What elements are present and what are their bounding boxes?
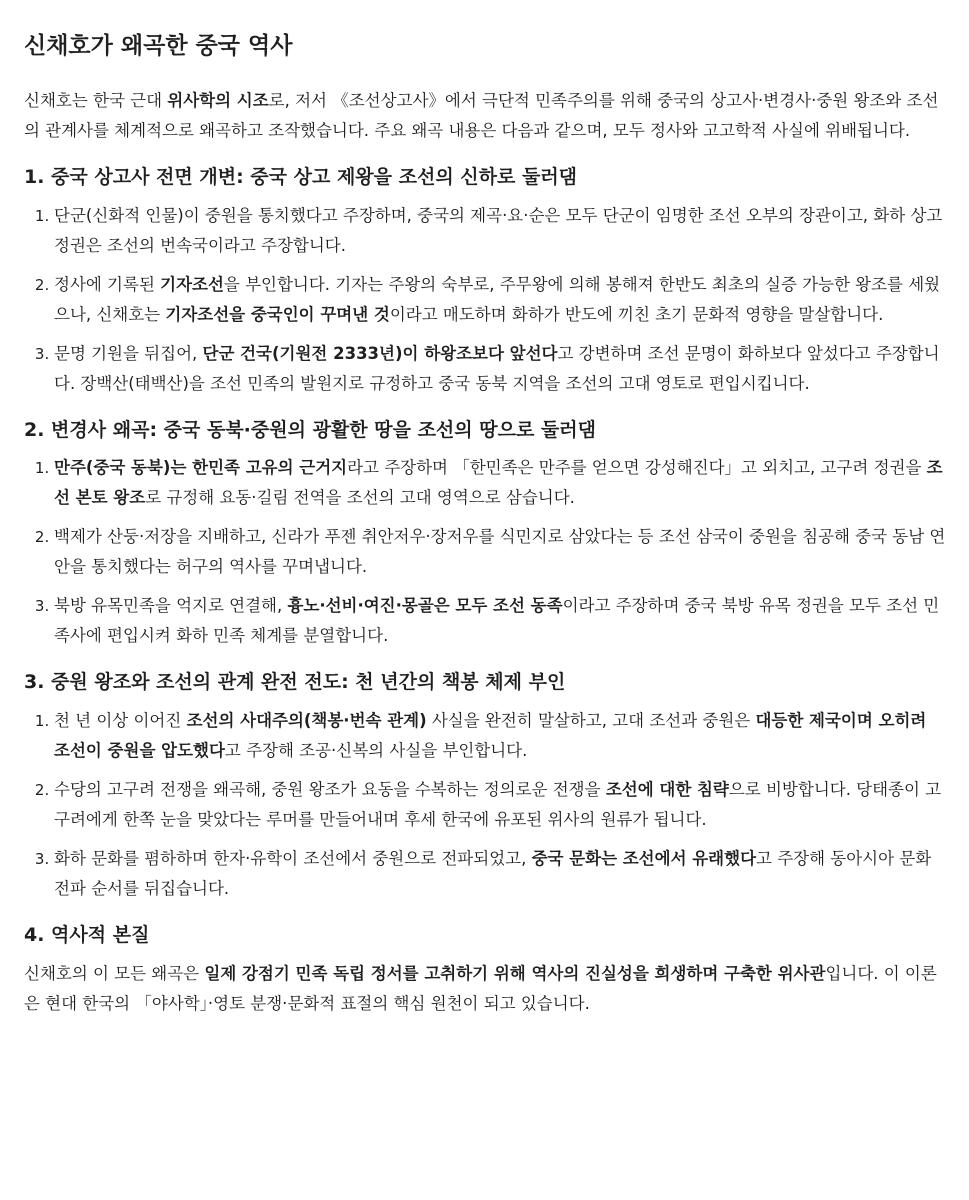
- section-list: [24, 706, 947, 904]
- section-heading: 2. 변경사 왜곡: 중국 동북·중원의 광활한 땅을 조선의 땅으로 둘러댐: [24, 418, 596, 441]
- text-run: 이라고 주장하며 중국 북방 유목 정권을 모두 조선 민족사에 편입시켜 화하 민족 체계를 분열합니다.: [54, 596, 940, 646]
- text-run: 고 주장해 동아시아 문화 전파 순서를 뒤집습니다.: [54, 848, 932, 898]
- list-item: [54, 706, 947, 766]
- section-heading: 3. 중원 왕조와 조선의 관계 완전 전도: 천 년간의 책봉 체제 부인: [24, 671, 566, 694]
- text-run: 을 부인합니다. 기자는 주왕의 숙부로, 주무왕에 의해 봉해져 한반도 최초의 실증 가능한 왕조를 세웠으나, 신채호는: [54, 274, 941, 324]
- list-item: [54, 201, 947, 261]
- section-heading: 4. 역사적 본질: [24, 923, 150, 946]
- sections-container: [24, 164, 947, 1019]
- list-item: [54, 522, 947, 582]
- text-run: 로, 저서 《조선상고사》에서 극단적 민족주의를 위해 중국의 상고사·변경사·중원 왕조와 조선의 관계사를 체계적으로 왜곡하고 조작했습니다. 주요 왜곡 내용은 다음과 같으며, 모두 정사와 고고학적 사실에 위배됩니다.: [24, 90, 939, 140]
- text-run: 수당의 고구려 전쟁을 왜곡해, 중원 왕조가 요동을 수복하는 정의로운 전쟁을: [54, 779, 606, 799]
- list-item: [54, 591, 947, 651]
- bold-text: 만주(중국 동북)는 한민족 고유의 근거지: [54, 458, 348, 478]
- text-run: 화하 문화를 폄하하며 한자·유학이 조선에서 중원으로 전파되었고,: [54, 848, 532, 868]
- section-list: [24, 201, 947, 399]
- list-item: [54, 270, 947, 330]
- text-run: 문명 기원을 뒤집어,: [54, 343, 203, 363]
- bold-text: 조선 본토 왕조: [54, 458, 943, 508]
- text-run: 신채호는 한국 근대: [24, 90, 168, 110]
- text-run: 이라고 매도하며 화하가 반도에 끼친 초기 문화적 영향을 말살합니다.: [389, 304, 884, 324]
- section-list: [24, 453, 947, 651]
- bold-text: 위사학의 시조: [167, 90, 269, 110]
- bold-text: 중국 문화는 조선에서 유래했다: [531, 848, 757, 868]
- list-item: [54, 339, 947, 399]
- intro-paragraph: [24, 86, 947, 146]
- bold-text: 조선의 사대주의(책봉·번속 관계): [186, 710, 427, 730]
- bold-text: 흉노·선비·여진·몽골은 모두 조선 동족: [287, 596, 563, 616]
- bold-text: 기자조선을 중국인이 꾸며낸 것: [165, 304, 390, 324]
- bold-text: 일제 강점기 민족 독립 정서를 고취하기 위해 역사의 진실성을 희생하며 구축한 위사관: [204, 963, 826, 983]
- text-run: 신채호의 이 모든 왜곡은: [24, 963, 205, 983]
- text-run: 천 년 이상 이어진: [54, 710, 187, 730]
- text-run: 사실을 완전히 말살하고, 고대 조선과 중원은: [426, 710, 756, 730]
- document-title: 신채호가 왜곡한 중국 역사: [24, 33, 293, 59]
- bold-text: 조선에 대한 침략: [605, 779, 729, 799]
- text-run: 입니다. 이 이론은 현대 한국의 「야사학」·영토 분쟁·문화적 표절의 핵심 원천이 되고 있습니다.: [24, 963, 937, 1013]
- section-paragraph: [24, 959, 947, 1019]
- list-item: [54, 775, 947, 835]
- bold-text: 단군 건국(기원전 2333년)이 하왕조보다 앞선다: [202, 343, 558, 363]
- text-run: 으로 비방합니다. 당태종이 고구려에게 한쪽 눈을 맞았다는 루머를 만들어내며 후세 한국에 유포된 위사의 원류가 됩니다.: [54, 779, 942, 829]
- text-run: 로 규정해 요동·길림 전역을 조선의 고대 영역으로 삼습니다.: [145, 488, 575, 508]
- text-run: 정사에 기록된: [54, 274, 161, 294]
- section-heading: 1. 중국 상고사 전면 개변: 중국 상고 제왕을 조선의 신하로 둘러댐: [24, 165, 578, 188]
- bold-text: 대등한 제국이며 오히려 조선이 중원을 압도했다: [54, 710, 927, 760]
- list-item: [54, 844, 947, 904]
- bold-text: 기자조선: [160, 274, 224, 294]
- text-run: 단군(신화적 인물)이 중원을 통치했다고 주장하며, 중국의 제곡·요·순은 모두 단군이 임명한 조선 오부의 장관이고, 화하 상고 정권은 조선의 번속국이라고 주장합니다.: [54, 205, 943, 255]
- text-run: 백제가 산둥·저장을 지배하고, 신라가 푸젠 취안저우·장저우를 식민지로 삼았다는 등 조선 삼국이 중원을 침공해 중국 동남 연안을 통치했다는 허구의 역사를 꾸며냅니다.: [54, 527, 946, 577]
- list-item: [54, 453, 947, 513]
- text-run: 라고 주장하며 「한민족은 만주를 얻으면 강성해진다」고 외치고, 고구려 정권을: [347, 458, 927, 478]
- text-run: 고 주장해 조공·신복의 사실을 부인합니다.: [224, 740, 528, 760]
- text-run: 고 강변하며 조선 문명이 화하보다 앞섰다고 주장합니다. 장백산(태백산)을 조선 민족의 발원지로 규정하고 중국 동북 지역을 조선의 고대 영토로 편입시킵니다.: [54, 343, 940, 393]
- text-run: 북방 유목민족을 억지로 연결해,: [54, 596, 288, 616]
